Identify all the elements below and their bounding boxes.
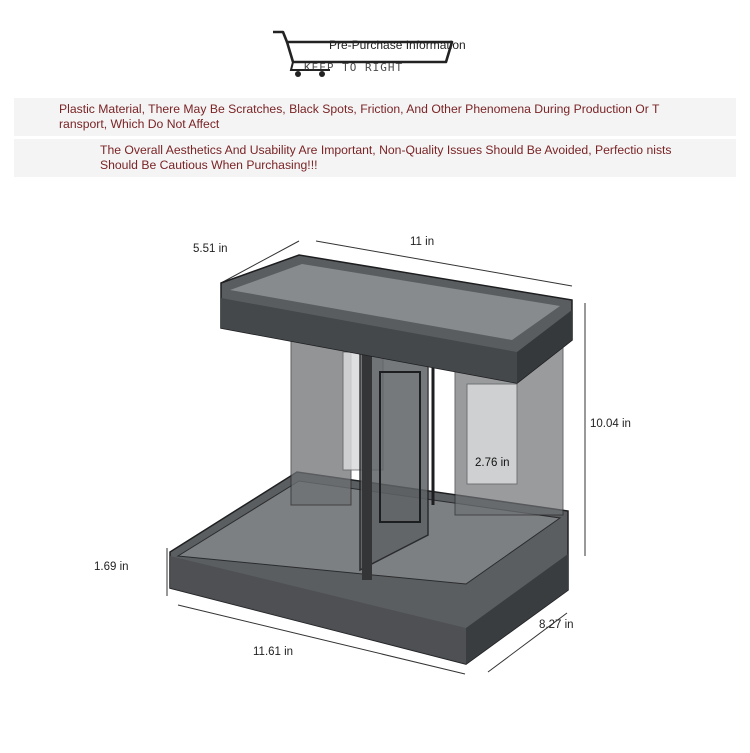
dim-height: 10.04 in — [590, 418, 631, 430]
page-title: Pre-Purchase Information — [329, 38, 466, 52]
dim-base-height: 1.69 in — [94, 561, 129, 573]
dim-base-depth: 8.27 in — [539, 619, 574, 631]
dim-top-width: 11 in — [410, 236, 435, 248]
dim-top-depth: 5.51 in — [193, 243, 228, 255]
notice-line-1: Plastic Material, There May Be Scratches, Black Spots, Friction, And Other Phenomena During Production Or T ransport, Which Do Not Affect — [59, 102, 660, 131]
dim-base-width: 11.61 in — [253, 646, 294, 658]
dim-divider: 2.76 in — [475, 457, 510, 469]
notice-line-2: The Overall Aesthetics And Usability Are Important, Non-Quality Issues Should Be Avoided, Perfectio nists Should Be Cautious When Purchasing!!! — [100, 143, 672, 172]
brand-text: KEEP TO RIGHT — [304, 61, 404, 74]
